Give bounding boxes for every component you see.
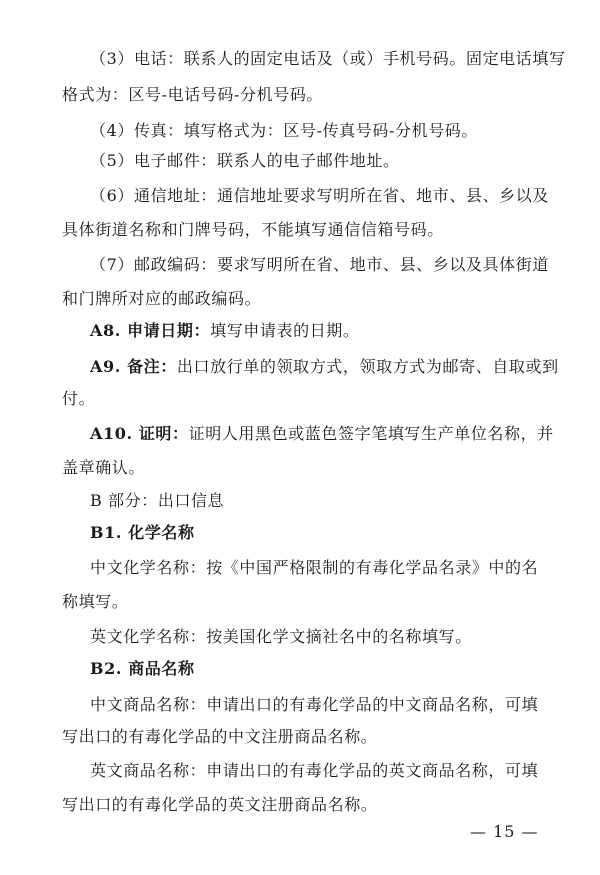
page-number: — 15 — bbox=[470, 822, 539, 841]
subsection-heading bbox=[0, 522, 600, 544]
line-text: 付。 bbox=[62, 389, 96, 408]
text-line bbox=[0, 356, 600, 378]
text-line bbox=[0, 423, 600, 445]
text-line bbox=[0, 254, 600, 276]
text-line bbox=[0, 626, 600, 648]
text-line bbox=[0, 760, 600, 782]
text-line bbox=[0, 591, 600, 613]
text-line bbox=[0, 794, 600, 816]
line-text: 出口放行单的领取方式，领取方式为邮寄、自取或到 bbox=[176, 357, 559, 376]
line-text: 盖章确认。 bbox=[62, 458, 146, 477]
line-heading: A8. 申请日期： bbox=[90, 321, 211, 340]
text-line bbox=[0, 84, 600, 106]
line-text: 英文商品名称：申请出口的有毒化学品的英文商品名称，可填 bbox=[90, 761, 539, 780]
subsection-heading bbox=[0, 658, 600, 680]
line-text: 格式为：区号-电话号码-分机号码。 bbox=[62, 85, 324, 104]
line-text: 称填写。 bbox=[62, 592, 129, 611]
section-heading bbox=[0, 490, 600, 512]
line-text: （4）传真：填写格式为：区号-传真号码-分机号码。 bbox=[90, 121, 478, 140]
line-text: 英文化学名称：按美国化学文摘社名中的名称填写。 bbox=[90, 627, 472, 646]
line-text: 和门牌所对应的邮政编码。 bbox=[62, 289, 262, 308]
line-text: 中文化学名称：按《中国严格限制的有毒化学品名录》中的名 bbox=[90, 558, 539, 577]
line-text: （5）电子邮件：联系人的电子邮件地址。 bbox=[90, 151, 400, 170]
text-line bbox=[0, 288, 600, 310]
line-text: 证明人用黑色或蓝色签字笔填写生产单位名称，并 bbox=[188, 424, 554, 443]
line-text: 写出口的有毒化学品的中文注册商品名称。 bbox=[62, 727, 378, 746]
line-text: 具体街道名称和门牌号码，不能填写通信信箱号码。 bbox=[62, 220, 444, 239]
text-line bbox=[0, 557, 600, 579]
text-line bbox=[0, 185, 600, 207]
line-text: B 部分：出口信息 bbox=[90, 491, 225, 510]
line-text: 写出口的有毒化学品的英文注册商品名称。 bbox=[62, 795, 378, 814]
line-text: （6）通信地址：通信地址要求写明所在省、地市、县、乡以及 bbox=[90, 186, 549, 205]
text-line bbox=[0, 388, 600, 410]
line-text: 中文商品名称：申请出口的有毒化学品的中文商品名称，可填 bbox=[90, 695, 539, 714]
line-text: （3）电话：联系人的固定电话及（或）手机号码。固定电话填写 bbox=[90, 49, 566, 68]
text-line bbox=[0, 48, 600, 70]
line-heading: B1. 化学名称 bbox=[90, 523, 195, 542]
text-line bbox=[0, 320, 600, 342]
line-text: 填写申请表的日期。 bbox=[210, 321, 360, 340]
text-line bbox=[0, 457, 600, 479]
text-line bbox=[0, 726, 600, 748]
line-heading: B2. 商品名称 bbox=[90, 659, 195, 678]
text-line bbox=[0, 120, 600, 142]
line-heading: A9. 备注： bbox=[90, 357, 177, 376]
line-heading: A10. 证明： bbox=[90, 424, 189, 443]
text-line bbox=[0, 150, 600, 172]
text-line bbox=[0, 694, 600, 716]
line-text: （7）邮政编码：要求写明所在省、地市、县、乡以及具体街道 bbox=[90, 255, 549, 274]
text-line bbox=[0, 219, 600, 241]
